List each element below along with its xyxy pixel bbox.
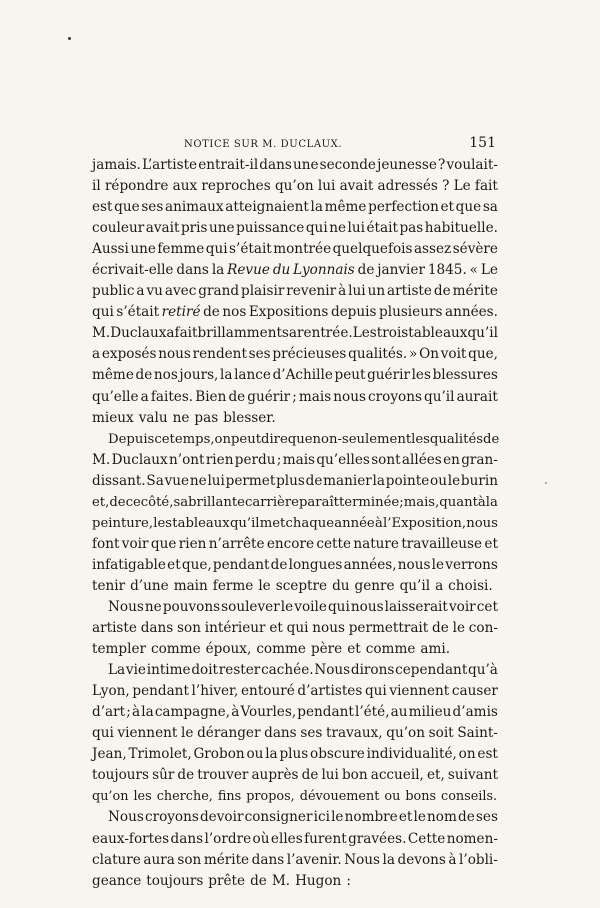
text-line: tenir d’une main ferme le sceptre du genre qu’il a choisi. [92, 577, 493, 594]
text-line: geance toujours prête de M. Hugon : [92, 872, 351, 889]
text-line: La vie intime doit rester cachée. Nous dirons cependant qu’à [108, 662, 498, 679]
text-line: écrivait-elle dans la Revue du Lyonnais de janvier 1845. « Le [92, 262, 498, 279]
text-line: d’art ; à la campagne, à Vourles, pendant l’été, au milieu d’amis [92, 704, 498, 721]
text-line: est que ses animaux atteignaient la même perfection et que sa [92, 199, 498, 216]
body-text [92, 155, 498, 892]
page-number: 151 [469, 135, 496, 151]
running-head [92, 137, 498, 157]
text-line: font voir que rien n’arrête encore cette nature travailleuse et [92, 535, 498, 552]
text-line: public a vu avec grand plaisir revenir à lui un artiste de mérite [92, 283, 498, 300]
text-line: eaux-fortes dans l’ordre où elles furent gravées. Cette nomen- [92, 830, 498, 847]
text-line: même de nos jours, la lance d’Achille peut guérir les blessures [92, 367, 498, 384]
text-line: qu’elle a faites. Bien de guérir ; mais nous croyons qu’il aurait [92, 388, 498, 405]
running-head-title: NOTICE SUR M. DUCLAUX. [184, 139, 343, 150]
text-line: qui viennent le déranger dans ses travaux, qu’on soit Saint- [92, 725, 498, 742]
text-line: Depuis ce temps, on peut dire que non-seulement les qualités de [108, 431, 500, 447]
text-line: qu’on les cherche, fins propos, dévouement ou bons conseils. [92, 789, 498, 805]
text-line: qui s’était retiré de nos Expositions depuis plusieurs années. [92, 304, 498, 321]
text-line: artiste dans son intérieur et qui nous permettrait de le con- [92, 620, 498, 637]
text-line: mieux valu ne pas blesser. [92, 409, 276, 426]
text-line: jamais. L’artiste entrait-il dans une seconde jeunesse ? voulait- [92, 157, 498, 173]
text-line: M. Duclaux a fait brillamment sa rentrée. Les trois tableaux qu’il [92, 325, 498, 342]
text-line: toujours sûr de trouver auprès de lui bon accueil, et, suivant [92, 767, 498, 784]
text-line: M. Duclaux n’ont rien perdu ; mais qu’elles sont allées en gran- [92, 451, 498, 468]
text-line: Aussi une femme qui s’était montrée quelquefois assez sévère [92, 241, 498, 258]
text-line: et, de ce côté, sa brillante carrière paraît terminée ; mais, quant à la [92, 494, 498, 510]
paper-speck [68, 37, 71, 40]
text-line: Nous croyons devoir consigner ici le nombre et le nom de ses [108, 809, 498, 826]
text-line: clature aura son mérite dans l’avenir. Nous la devons à l’obli- [92, 851, 498, 868]
text-line: Nous ne pouvons soulever le voile qui nous laisserait voir cet [108, 598, 498, 615]
text-line: peinture, les tableaux qu’il met chaque année à l’Exposition, nous [92, 515, 498, 531]
text-line: Lyon, pendant l’hiver, entouré d’artistes qui viennent causer [92, 683, 498, 700]
text-line: il répondre aux reproches qu’on lui avait adressés ? Le fait [92, 178, 498, 195]
text-line: dissant. Sa vue ne lui permet plus de manier la pointe ou le burin [92, 472, 498, 489]
text-line: infatigable et que, pendant de longues années, nous le verrons [92, 556, 498, 573]
text-line: templer comme époux, comme père et comme ami. [92, 641, 451, 658]
paper-speck [545, 482, 547, 484]
text-line: a exposés nous rendent ses précieuses qualités. » On voit que, [92, 346, 498, 363]
text-line: couleur avait pris une puissance qui ne lui était pas habituelle. [92, 220, 498, 237]
text-line: Jean, Trimolet, Grobon ou la plus obscure individualité, on est [92, 746, 498, 763]
